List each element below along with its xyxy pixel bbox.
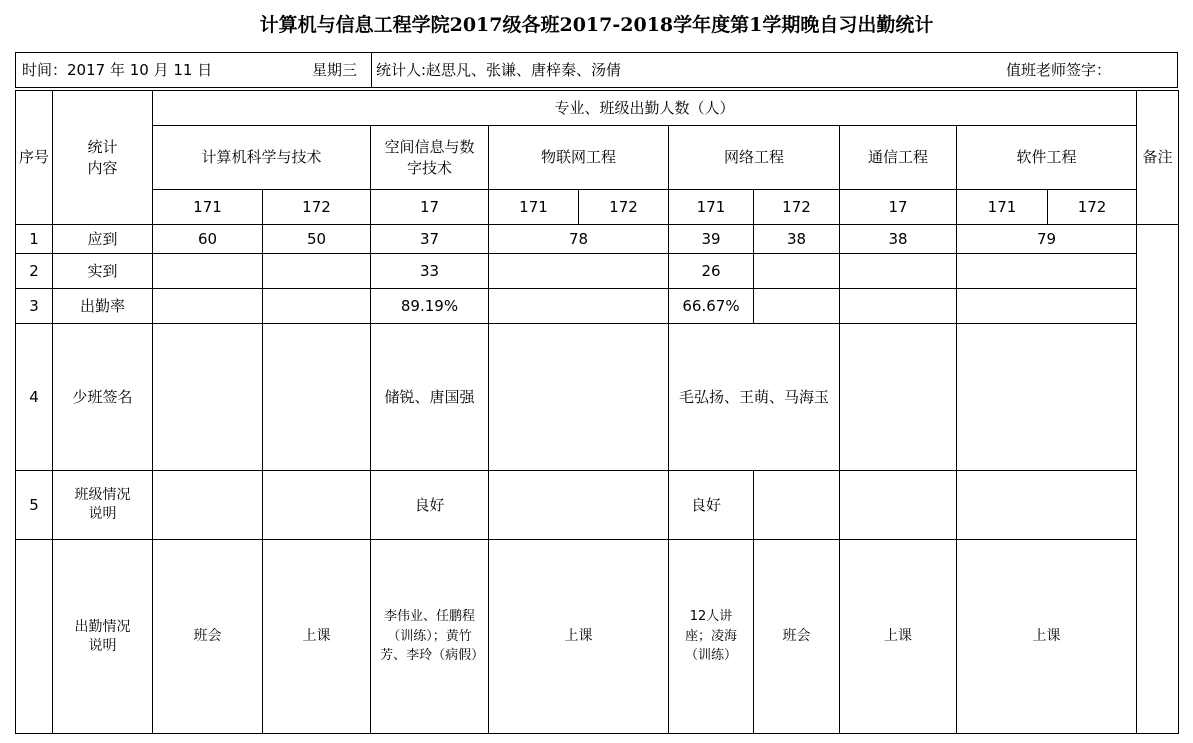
row-label: 出勤率 (53, 289, 153, 324)
header-content (53, 91, 153, 225)
row-number: 3 (16, 289, 53, 324)
spatial-attendance-note: 李伟业、任鹏程（训练）；黄竹芳、李玲（病假） (380, 609, 485, 664)
cell-remark (1137, 225, 1179, 734)
class-spatial-17: 17 (371, 190, 489, 225)
row-label: 实到 (53, 254, 153, 289)
cell-net-172: 班会 (754, 540, 840, 734)
cell-spatial-17 (371, 540, 489, 734)
cell-tel-17 (840, 471, 957, 540)
major-spatial (371, 126, 489, 190)
major-network: 网络工程 (669, 126, 840, 190)
class-cs-171: 171 (153, 190, 263, 225)
cell-cs-171 (153, 254, 263, 289)
row-label (53, 471, 153, 540)
row-attendance-notes (16, 540, 1179, 734)
cell-cs-171 (153, 289, 263, 324)
cell-cs-172 (263, 324, 371, 471)
header-content-text: 统计内容 (87, 138, 118, 177)
class-net-172: 172 (754, 190, 840, 225)
cell-cs-172 (263, 254, 371, 289)
header-remark: 备注 (1137, 91, 1179, 225)
major-telecom: 通信工程 (840, 126, 957, 190)
cell-spatial-17: 33 (371, 254, 489, 289)
info-divider (371, 53, 372, 87)
cell-software (957, 254, 1137, 289)
cell-iot: 上课 (489, 540, 669, 734)
cell-net-171 (669, 540, 754, 734)
row-label (53, 540, 153, 734)
cell-cs-171 (153, 324, 263, 471)
header-group-title: 专业、班级出勤人数（人） (153, 91, 1137, 126)
header-row-majors (16, 126, 1179, 190)
cell-cs-172 (263, 289, 371, 324)
cell-iot (489, 471, 669, 540)
cell-net-172: 38 (754, 225, 840, 254)
network-attendance-note: 12人讲座；凌海（训练） (684, 609, 737, 664)
header-row-classes (16, 190, 1179, 225)
class-iot-172: 172 (579, 190, 669, 225)
cell-cs-172: 50 (263, 225, 371, 254)
cell-iot: 78 (489, 225, 669, 254)
weekday-label: 星期三 (312, 61, 358, 79)
row-number: 5 (16, 471, 53, 540)
cell-software (957, 471, 1137, 540)
cell-iot (489, 289, 669, 324)
cell-software: 79 (957, 225, 1137, 254)
spatial-absent-names: 储锐、唐国强 (384, 387, 475, 406)
cell-tel-17: 上课 (840, 540, 957, 734)
network-absent-names: 毛弘扬、王萌、马海玉 (678, 387, 829, 406)
header-seq: 序号 (16, 91, 53, 225)
cell-network (669, 324, 840, 471)
cell-net-171: 良好 (669, 471, 754, 540)
cell-cs-171: 班会 (153, 540, 263, 734)
class-cs-172: 172 (263, 190, 371, 225)
cell-net-171: 39 (669, 225, 754, 254)
row-class-status (16, 471, 1179, 540)
class-tel-17: 17 (840, 190, 957, 225)
page-title: 计算机与信息工程学院2017级各班2017-2018学年度第1学期晚自习出勤统计 (259, 14, 934, 36)
row-number (16, 540, 53, 734)
cell-net-171: 66.67% (669, 289, 754, 324)
cell-iot (489, 254, 669, 289)
cell-software (957, 289, 1137, 324)
row-label: 少班签名 (53, 324, 153, 471)
row-actual (16, 254, 1179, 289)
cell-software (957, 324, 1137, 471)
cell-cs-171 (153, 471, 263, 540)
major-spatial-text: 空间信息与数字技术 (384, 138, 475, 177)
row-number: 2 (16, 254, 53, 289)
cell-tel-17 (840, 324, 957, 471)
cell-net-172 (754, 254, 840, 289)
class-net-171: 171 (669, 190, 754, 225)
row-number: 4 (16, 324, 53, 471)
cell-cs-172 (263, 471, 371, 540)
info-row (15, 52, 1178, 88)
cell-cs-171: 60 (153, 225, 263, 254)
cell-net-172 (754, 471, 840, 540)
major-iot: 物联网工程 (489, 126, 669, 190)
row-expected (16, 225, 1179, 254)
row-label-text: 出勤情况说明 (74, 618, 131, 654)
class-sw-171: 171 (957, 190, 1048, 225)
row-absent-signature (16, 324, 1179, 471)
class-iot-171: 171 (489, 190, 579, 225)
cell-net-172 (754, 289, 840, 324)
row-label-text: 班级情况说明 (74, 487, 131, 522)
cell-software: 上课 (957, 540, 1137, 734)
date-label: 时间：2017 年 10 月 11 日 (22, 61, 213, 79)
row-rate (16, 289, 1179, 324)
class-sw-172: 172 (1048, 190, 1137, 225)
cell-spatial-17: 良好 (371, 471, 489, 540)
cell-spatial-17: 37 (371, 225, 489, 254)
attendance-table (15, 90, 1179, 734)
cell-cs-172: 上课 (263, 540, 371, 734)
header-row-group (16, 91, 1179, 126)
cell-net-171: 26 (669, 254, 754, 289)
cell-spatial-17: 89.19% (371, 289, 489, 324)
major-cs: 计算机科学与技术 (153, 126, 371, 190)
row-number: 1 (16, 225, 53, 254)
cell-iot (489, 324, 669, 471)
cell-tel-17: 38 (840, 225, 957, 254)
cell-tel-17 (840, 289, 957, 324)
major-software: 软件工程 (957, 126, 1137, 190)
teacher-signature-label: 值班老师签字： (1006, 61, 1112, 79)
row-label: 应到 (53, 225, 153, 254)
cell-spatial-17 (371, 324, 489, 471)
cell-tel-17 (840, 254, 957, 289)
statisticians-label: 统计人:赵思凡、张谦、唐梓秦、汤倩 (376, 61, 622, 79)
